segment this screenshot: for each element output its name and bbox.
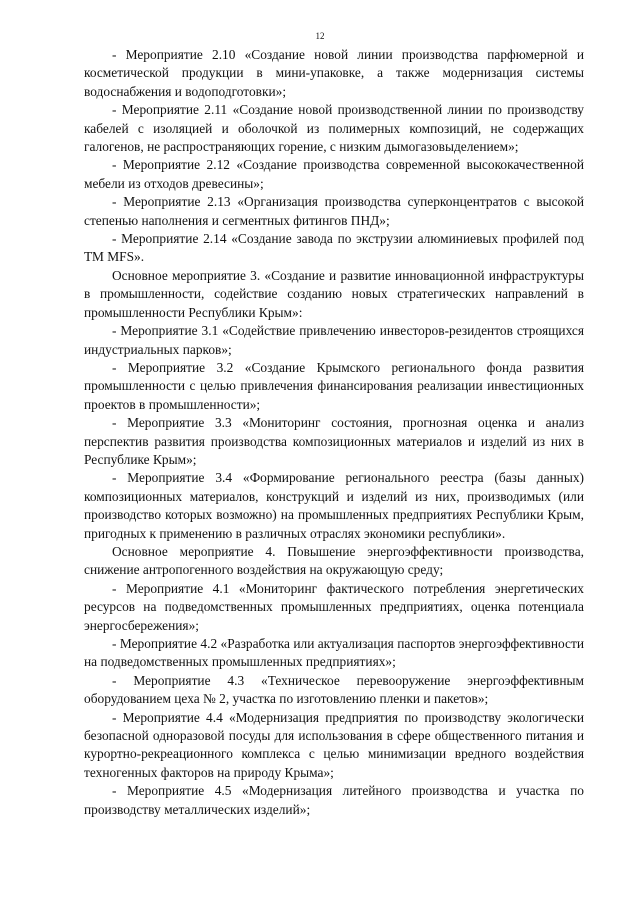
paragraph-measure-3-1: - Мероприятие 3.1 «Содействие привлечению инвесторов-резидентов строящихся индустриальных парков»; (84, 323, 584, 357)
paragraph-measure-3-4: - Мероприятие 3.4 «Формирование регионального реестра (базы данных) композиционных материалов, конструкций и изделий из них, производимых (или производство которых возможно) на промышленных предприятиях Республики Крым, пригодных к применению в различных отраслях экономики республики». (84, 470, 584, 541)
paragraph-measure-4-2: - Мероприятие 4.2 «Разработка или актуализация паспортов энергоэффективности на подведомственных промышленных предприятиях»; (84, 636, 584, 670)
paragraph-measure-2-13: - Мероприятие 2.13 «Организация производства суперконцентратов с высокой степенью наполнения и сегментных фитингов ПНД»; (84, 194, 584, 228)
paragraph-measure-3-3: - Мероприятие 3.3 «Мониторинг состояния, прогнозная оценка и анализ перспектив развития производства композиционных материалов и изделий из них в Республике Крым»; (84, 415, 584, 467)
page-number: 12 (315, 31, 325, 41)
paragraph-measure-4-3: - Мероприятие 4.3 «Техническое перевооружение энергоэффективным оборудованием цеха № 2, участка по изготовлению пленки и пакетов»; (84, 672, 584, 707)
paragraph-measure-2-14: - Мероприятие 2.14 «Создание завода по экструзии алюминиевых профилей под ТМ MFS». (84, 231, 584, 265)
paragraph-measure-4-5: - Мероприятие 4.5 «Модернизация литейного производства и участка по производству металлических изделий»; (84, 783, 584, 817)
paragraph-measure-4-4: - Мероприятие 4.4 «Модернизация предприятия по производству экологически безопасной одноразовой посуды для использования в сфере общественного питания и курортно-рекреационного комплекса с целью минимизации вредного воздействия техногенных факторов на природу Крыма»; (84, 709, 584, 780)
paragraph-measure-2-11: - Мероприятие 2.11 «Создание новой производственной линии по производству кабелей с изоляцией и оболочкой из полимерных композиций, не содержащих галогенов, не распространяющих горение, с низким дымогазовыделением»; (84, 102, 584, 155)
paragraph-measure-3-2: - Мероприятие 3.2 «Создание Крымского регионального фонда развития промышленности с целью привлечения финансирования реализации инвестиционных проектов в промышленности»; (84, 359, 584, 412)
paragraph-measure-4-1: - Мероприятие 4.1 «Мониторинг фактического потребления энергетических ресурсов на подведомственных промышленных предприятиях, оценка потенциала энергосбережения»; (84, 580, 584, 633)
paragraph-main-measure-4: Основное мероприятие 4. Повышение энергоэффективности производства, снижение антропогенного воздействия на окружающую среду; (84, 543, 584, 578)
paragraph-main-measure-3: Основное мероприятие 3. «Создание и развитие инновационной инфраструктуры в промышленности, содействие созданию новых стратегических направлений в промышленности Республики Крым»: (84, 267, 584, 320)
paragraph-measure-2-12: - Мероприятие 2.12 «Создание производства современной высококачественной мебели из отходов древесины»; (84, 157, 584, 191)
paragraph-measure-2-10: - Мероприятие 2.10 «Создание новой линии производства парфюмерной и косметической продукции в мини-упаковке, а также модернизация системы водоснабжения и водоподготовки»; (84, 47, 584, 99)
document-body (84, 46, 584, 819)
